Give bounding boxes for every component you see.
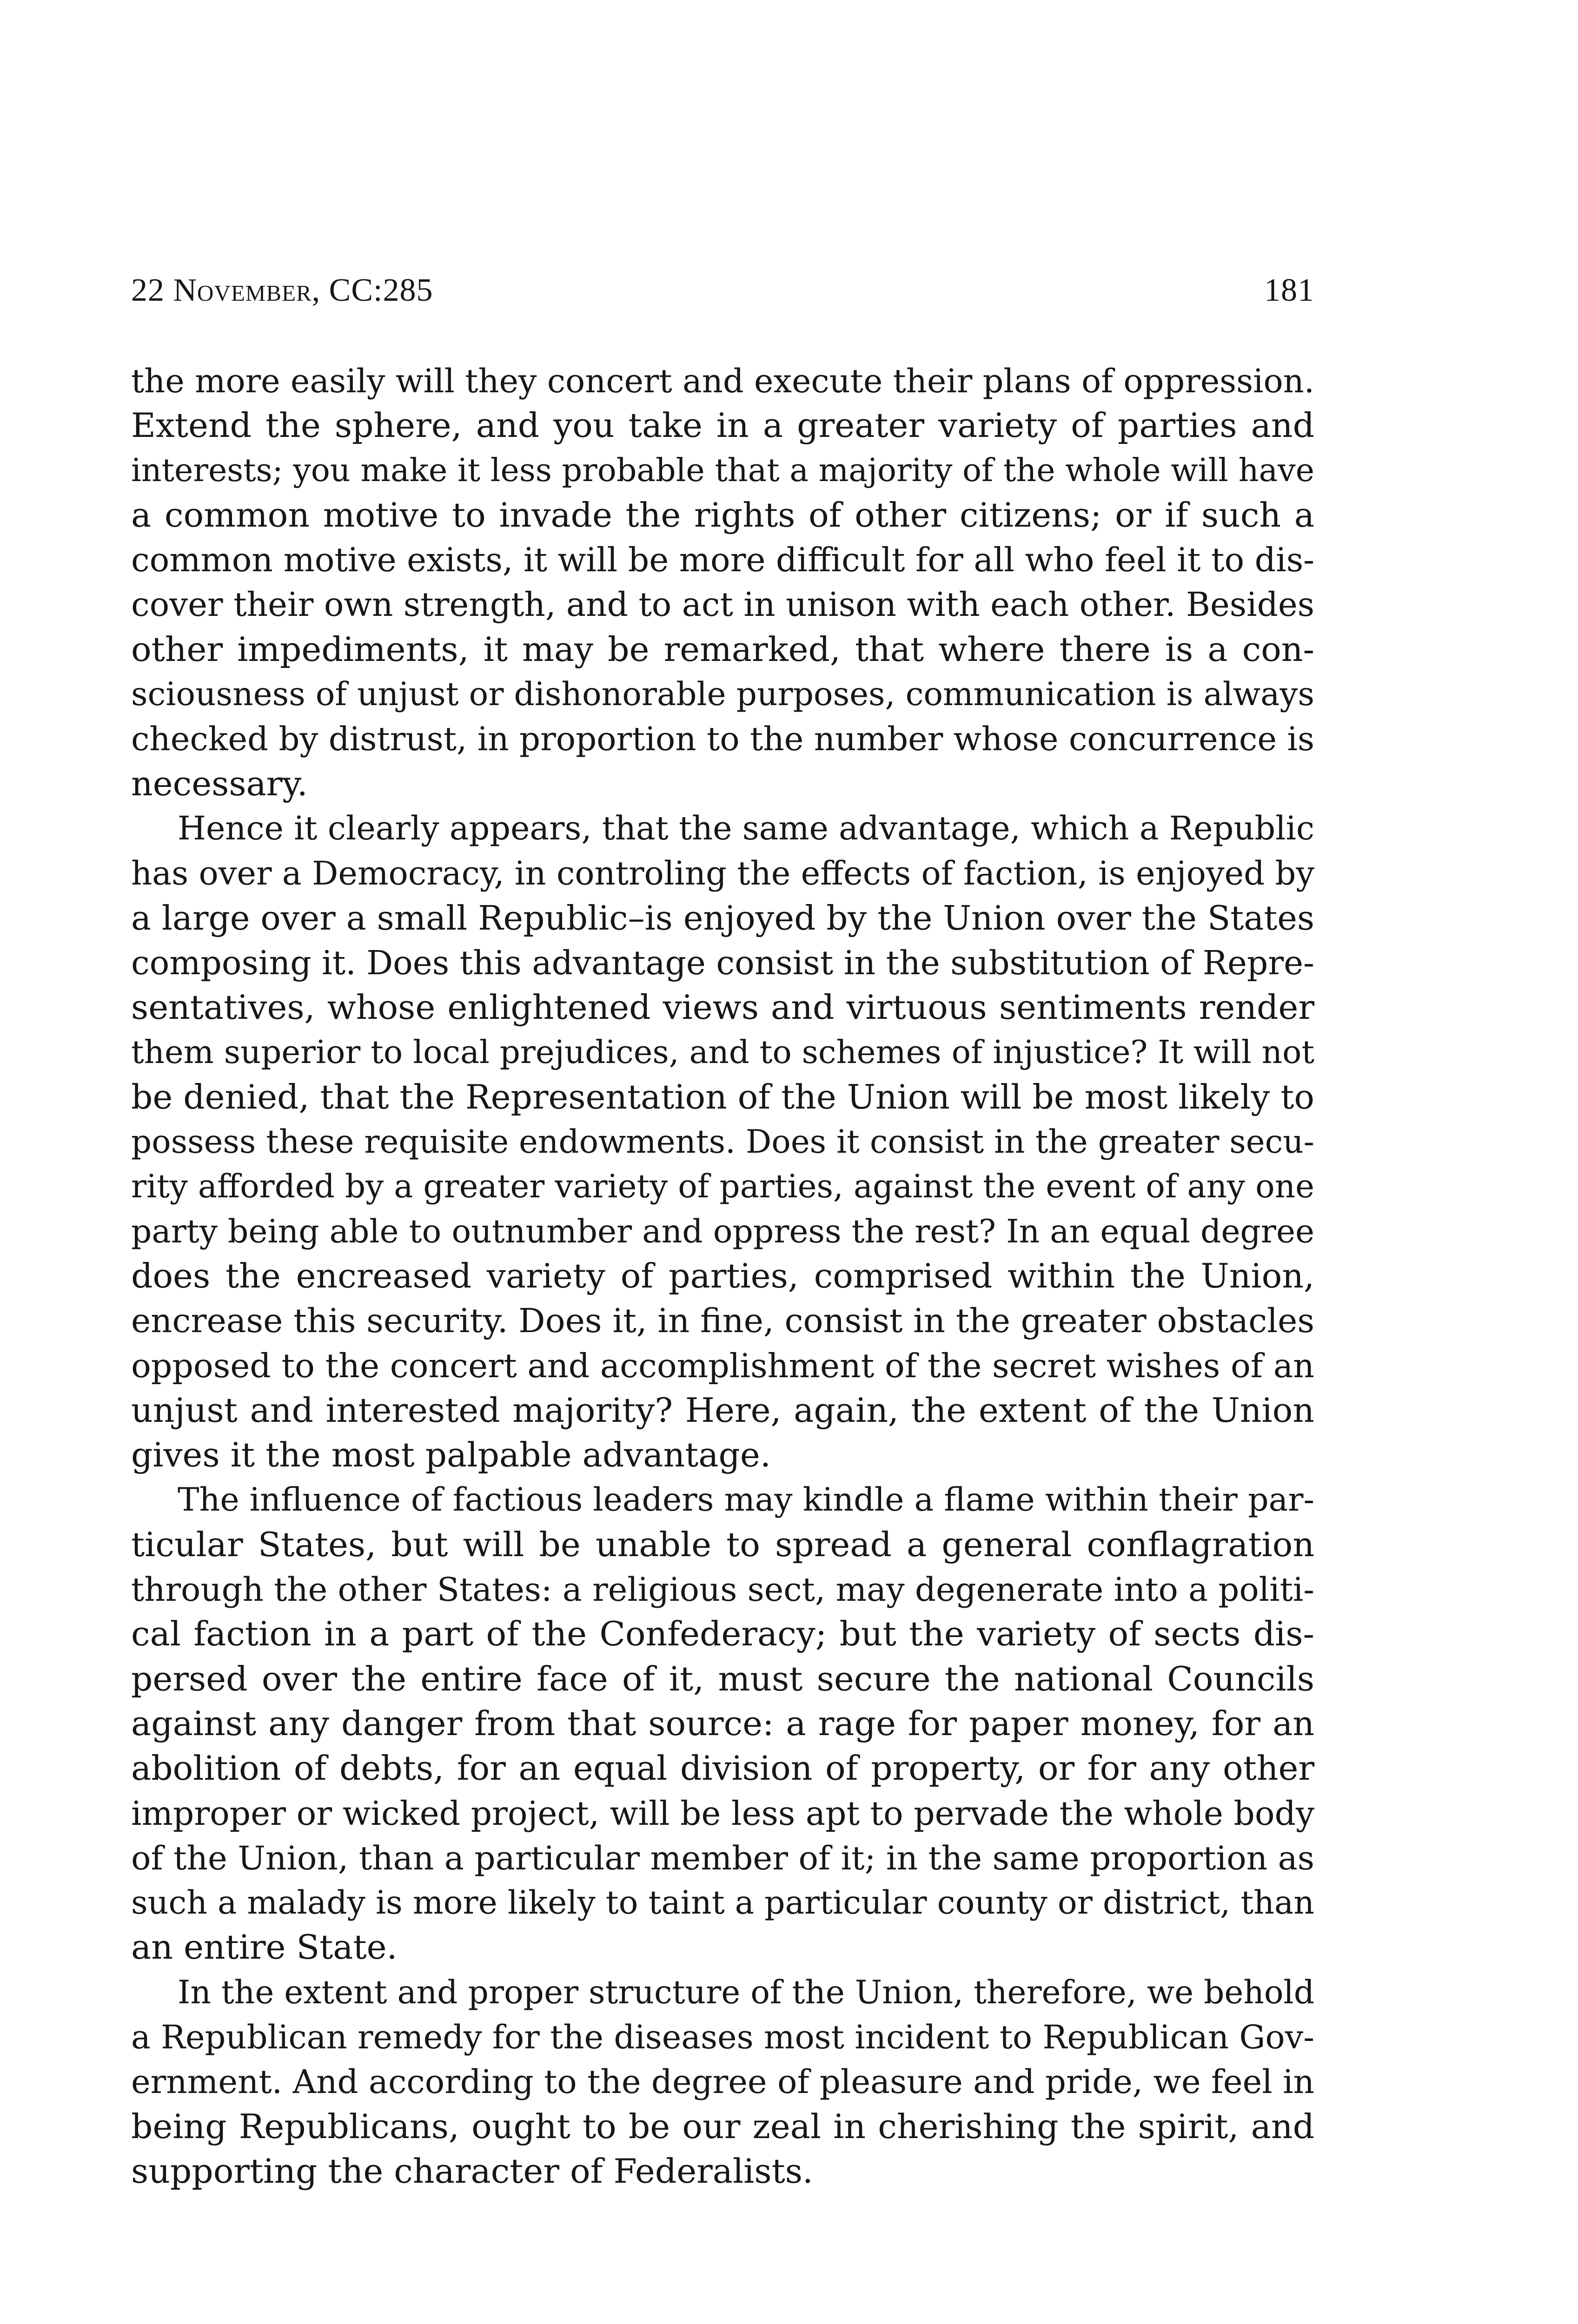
text-line: necessary.: [131, 764, 308, 804]
text-line: such a malady is more likely to taint a particular county or district, than: [131, 1884, 1314, 1922]
text-line: common motive exists, it will be more difficult for all who feel it to dis-: [131, 541, 1314, 580]
text-line: does the encreased variety of parties, comprised within the Union,: [131, 1256, 1314, 1296]
text-line: gives it the most palpable advantage.: [131, 1436, 771, 1475]
text-line: In the extent and proper structure of the Union, therefore, we behold: [178, 1974, 1314, 2011]
text-line: possess these requisite endowments. Does it consist in the greater secu-: [131, 1123, 1314, 1161]
text-line: other impediments, it may be remarked, that where there is a con-: [131, 630, 1314, 669]
text-line: cover their own strength, and to act in unison with each other. Besides: [131, 585, 1314, 624]
text-line: ernment. And according to the degree of pleasure and pride, we feel in: [131, 2063, 1314, 2101]
text-line: opposed to the concert and accomplishment of the secret wishes of an: [131, 1346, 1314, 1385]
text-line: sentatives, whose enlightened views and virtuous sentiments render: [131, 988, 1314, 1028]
paragraph-1: [131, 359, 1314, 806]
text-line: persed over the entire face of it, must secure the national Councils: [131, 1659, 1314, 1699]
paragraph-4: [131, 1970, 1314, 2194]
text-line: sciousness of unjust or dishonorable purposes, communication is always: [131, 676, 1314, 713]
text-line: has over a Democracy, in controling the effects of faction, is enjoyed by: [131, 854, 1314, 893]
text-line: a large over a small Republic–is enjoyed by the Union over the States: [131, 898, 1314, 938]
page-number: 181: [1264, 272, 1314, 308]
body-text: [131, 359, 1314, 2194]
text-line: of the Union, than a particular member of it; in the same proportion as: [131, 1838, 1314, 1877]
text-line: party being able to outnumber and oppress the rest? In an equal degree: [131, 1213, 1314, 1250]
running-head-document-ref: , CC:285: [312, 272, 433, 308]
text-line: The influence of factious leaders may kindle a flame within their par-: [178, 1481, 1314, 1519]
text-line: encrease this security. Does it, in fine, consist in the greater obstacles: [131, 1301, 1314, 1340]
text-line: an entire State.: [131, 1928, 398, 1967]
text-line: interests; you make it less probable that a majority of the whole will have: [131, 452, 1314, 489]
text-line: through the other States: a religious sect, may degenerate into a politi-: [131, 1571, 1314, 1609]
text-line: Extend the sphere, and you take in a greater variety of parties and: [131, 406, 1314, 446]
text-line: rity afforded by a greater variety of parties, against the event of any one: [131, 1168, 1314, 1206]
running-head-date: [131, 272, 433, 309]
running-head-month: November: [173, 272, 312, 308]
text-line: abolition of debts, for an equal division of property, or for any other: [131, 1749, 1314, 1789]
text-line: Hence it clearly appears, that the same advantage, which a Republic: [178, 809, 1314, 847]
text-line: be denied, that the Representation of the Union will be most likely to: [131, 1077, 1314, 1117]
paragraph-3: [131, 1478, 1314, 1970]
text-line: a Republican remedy for the diseases most incident to Republican Gov-: [131, 2018, 1314, 2056]
text-line: them superior to local prejudices, and to schemes of injustice? It will not: [131, 1034, 1314, 1071]
text-line: supporting the character of Federalists.: [131, 2152, 813, 2191]
text-line: checked by distrust, in proportion to the number whose concurrence is: [131, 720, 1314, 759]
text-line: cal faction in a part of the Confederacy; but the variety of sects dis-: [131, 1615, 1314, 1654]
text-line: improper or wicked project, will be less apt to pervade the whole body: [131, 1794, 1314, 1833]
text-line: ticular States, but will be unable to spread a general conflagration: [131, 1525, 1314, 1565]
text-line: against any danger from that source: a rage for paper money, for an: [131, 1704, 1314, 1743]
text-line: composing it. Does this advantage consist in the substitution of Repre-: [131, 943, 1314, 982]
text-line: being Republicans, ought to be our zeal in cherishing the spirit, and: [131, 2107, 1314, 2146]
paragraph-2: [131, 806, 1314, 1478]
text-line: the more easily will they concert and execute their plans of oppression.: [131, 362, 1314, 400]
text-line: a common motive to invade the rights of other citizens; or if such a: [131, 495, 1314, 535]
text-line: unjust and interested majority? Here, again, the extent of the Union: [131, 1391, 1314, 1430]
running-head-day: 22: [131, 272, 165, 308]
